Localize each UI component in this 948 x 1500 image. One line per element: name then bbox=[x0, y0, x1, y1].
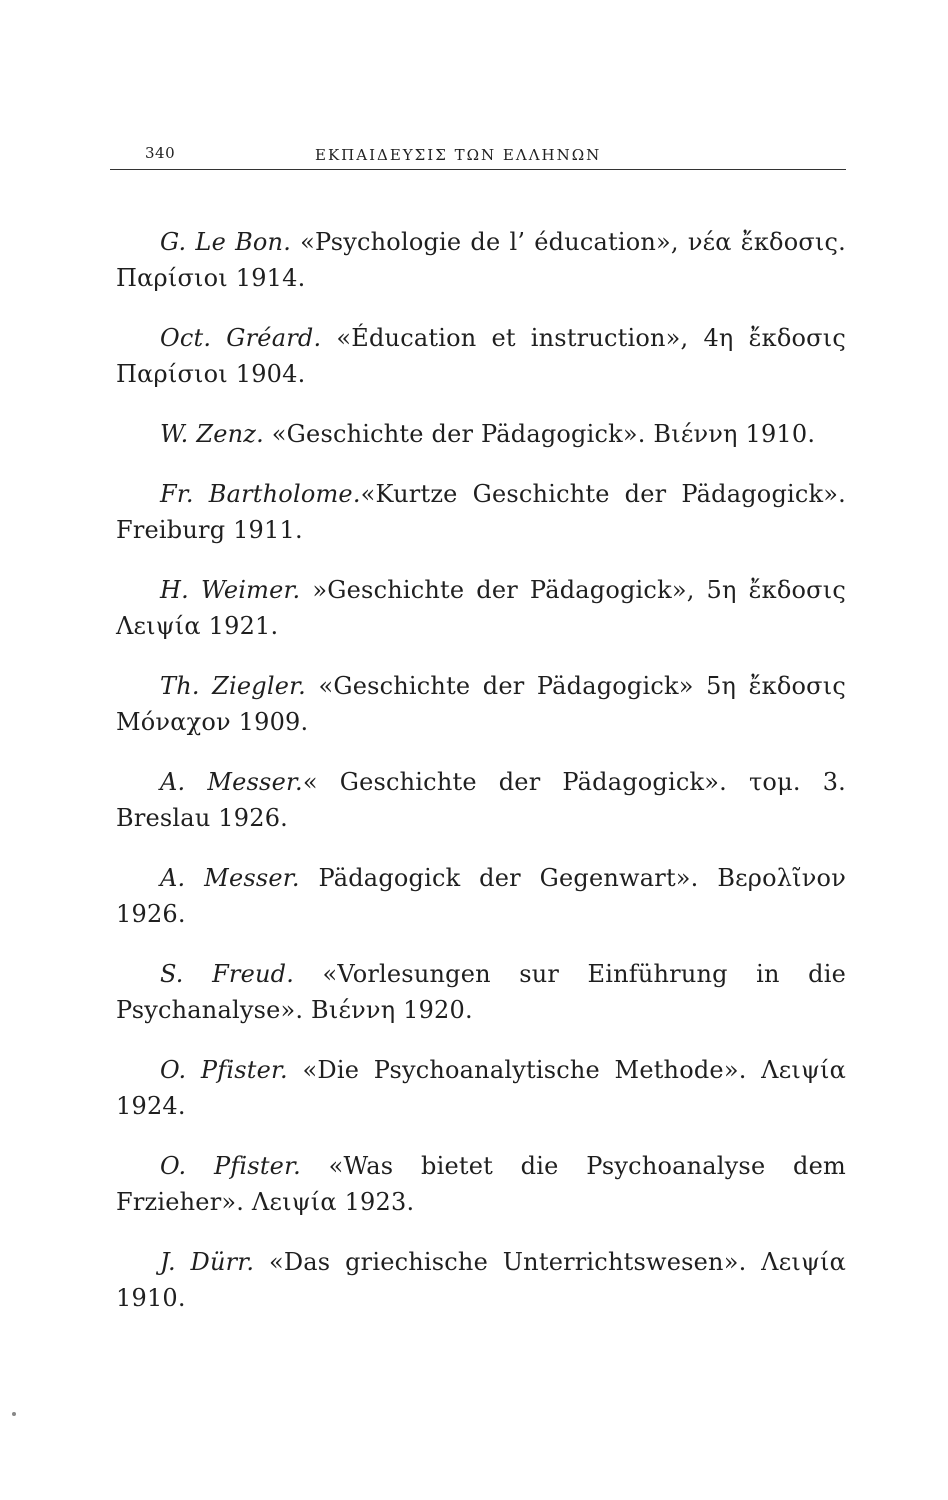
bibliography-entry bbox=[116, 320, 846, 392]
bibliography-entry bbox=[116, 956, 846, 1028]
entry-author: Fr. Bartholome. bbox=[160, 480, 361, 508]
entry-author: A. Messer. bbox=[160, 864, 300, 892]
entry-author: J. Dürr. bbox=[160, 1248, 255, 1276]
entry-author: O. Pfister. bbox=[160, 1056, 288, 1084]
bibliography-entry bbox=[116, 764, 846, 836]
entry-author: W. Zenz. bbox=[160, 420, 264, 448]
bibliography-entry bbox=[116, 572, 846, 644]
entry-author: S. Freud. bbox=[160, 960, 295, 988]
entry-text: «Geschichte der Pädagogick». Βιέννη 1910. bbox=[263, 420, 816, 448]
entry-text: «Éducation et instruction», 4η ἔκδοσις Παρίσιοι 1904. bbox=[116, 324, 846, 388]
entry-author: G. Le Bon. bbox=[160, 228, 292, 256]
entry-text: »Geschichte der Pädagogick», 5η ἔκδοσις Λειψία 1921. bbox=[116, 576, 847, 640]
entry-author: Th. Ziegler. bbox=[160, 672, 306, 700]
entry-author: A. Messer. bbox=[160, 768, 303, 796]
bibliography-entry bbox=[116, 1148, 846, 1220]
entry-text: «Was bietet die Psychoanalyse dem Frzieher». Λειψία 1923. bbox=[116, 1152, 846, 1216]
bibliography-entry bbox=[116, 1052, 846, 1124]
entry-author: O. Pfister. bbox=[160, 1152, 301, 1180]
entry-text: «Vorlesungen sur Einführung in die Psychanalyse». Βιέννη 1920. bbox=[116, 960, 846, 1024]
bibliography-entry bbox=[116, 860, 846, 932]
entry-text: Pädagogick der Gegenwart». Βερολῖνον 1926. bbox=[116, 864, 846, 928]
bibliography-entry bbox=[116, 224, 846, 296]
bibliography-entry bbox=[116, 1244, 846, 1316]
bibliography-entry bbox=[116, 668, 846, 740]
page-number: 340 bbox=[145, 144, 176, 162]
running-head: ΕΚΠΑΙΔΕΥΣΙΣ ΤΩΝ ΕΛΛΗΝΩΝ bbox=[315, 146, 602, 164]
entry-text: «Geschichte der Pädagogick» 5η ἔκδοσις Μόναχον 1909. bbox=[116, 672, 846, 736]
entry-text: « Geschichte der Pädagogick». τομ. 3. Breslau 1926. bbox=[116, 768, 846, 832]
entry-text: «Kurtze Geschichte der Pädagogick». Freiburg 1911. bbox=[116, 480, 846, 544]
page-header bbox=[110, 140, 846, 170]
entry-text: «Die Psychoanalytische Methode». Λειψία 1924. bbox=[116, 1056, 846, 1120]
entry-text: «Das griechische Unterrichtswesen». Λειψία 1910. bbox=[116, 1248, 846, 1312]
bibliography-entry bbox=[116, 416, 846, 452]
entry-text: «Psychologie de l’ éducation», νέα ἔκδοσις. Παρίσιοι 1914. bbox=[116, 228, 847, 292]
entry-author: H. Weimer. bbox=[160, 576, 301, 604]
entry-author: Oct. Gréard. bbox=[160, 324, 322, 352]
bibliography-list bbox=[116, 200, 846, 1322]
bibliography-entry bbox=[116, 476, 846, 548]
header-rule bbox=[110, 169, 846, 170]
paper-speck bbox=[12, 1412, 16, 1416]
